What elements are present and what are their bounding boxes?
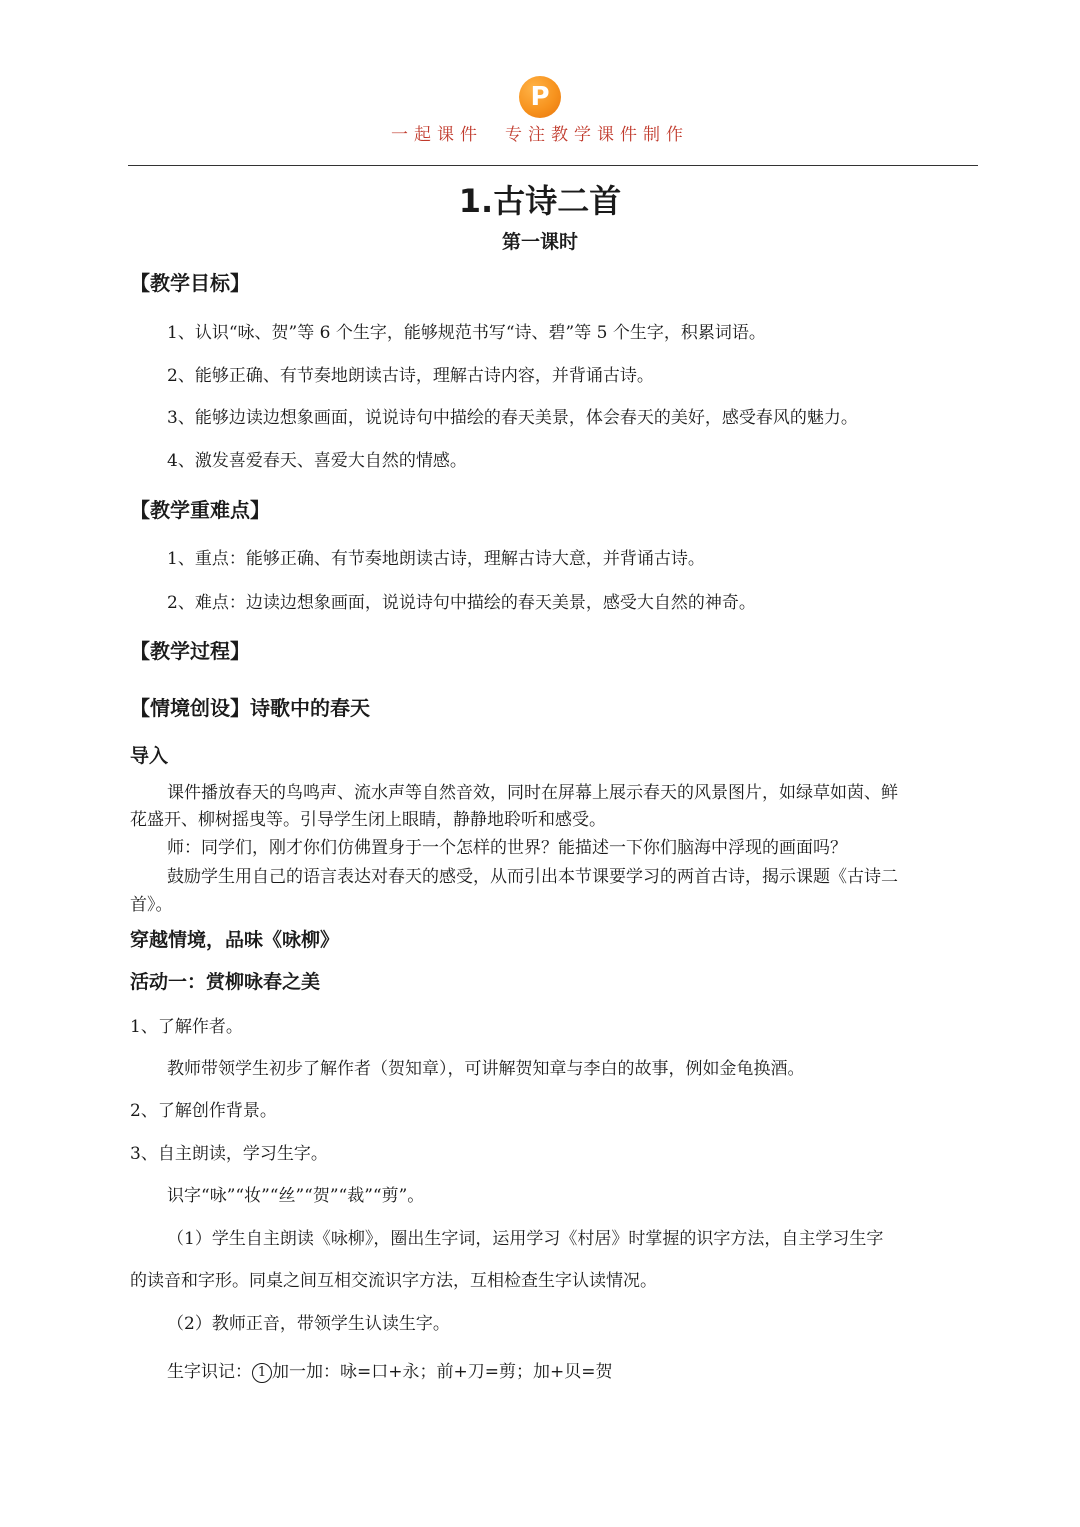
intro-line: 课件播放春天的鸟鸣声、流水声等自然音效，同时在屏幕上展示春天的风景图片，如绿草如茵、鲜 (167, 783, 898, 803)
page-header (0, 76, 1080, 145)
step-item: 2、了解创作背景。 (130, 1101, 277, 1121)
goal-item: 2、能够正确、有节奏地朗读古诗，理解古诗内容，并背诵古诗。 (167, 366, 654, 386)
brand-slogan: 专注教学课件制作 (505, 125, 689, 145)
header-divider (128, 165, 978, 166)
intro-line: 鼓励学生用自己的语言表达对春天的感受，从而引出本节课要学习的两首古诗，揭示课题《古诗二 (167, 867, 898, 887)
key-point-item: 1、重点：能够正确、有节奏地朗读古诗，理解古诗大意，并背诵古诗。 (167, 549, 705, 569)
intro-line: 花盛开、柳树摇曳等。引导学生闭上眼睛，静静地聆听和感受。 (130, 810, 606, 830)
travel-heading: 穿越情境，品味《咏柳》 (130, 929, 340, 951)
goal-item: 1、认识“咏、贺”等 6 个生字，能够规范书写“诗、碧”等 5 个生字，积累词语。 (167, 323, 766, 343)
memo-line (167, 1357, 612, 1383)
scene-heading: 【情境创设】诗歌中的春天 (130, 696, 370, 720)
intro-line: 师：同学们，刚才你们仿佛置身于一个怎样的世界？能描述一下你们脑海中浮现的画面吗？ (167, 838, 847, 858)
goals-heading: 【教学目标】 (130, 271, 250, 295)
step-detail: 教师带领学生初步了解作者（贺知章），可讲解贺知章与李白的故事，例如金龟换酒。 (167, 1059, 805, 1079)
brand-name: 一起课件 (391, 125, 483, 145)
paragraph-line: 的读音和字形。同桌之间互相交流识字方法，互相检查生字认读情况。 (130, 1271, 657, 1291)
new-characters: 识字“咏”“妆”“丝”“贺”“裁”“剪”。 (167, 1186, 425, 1206)
key-point-item: 2、难点：边读边想象画面，说说诗句中描绘的春天美景，感受大自然的神奇。 (167, 593, 756, 613)
logo-icon: P (519, 76, 561, 118)
circled-number: 1 (252, 1363, 272, 1383)
process-heading: 【教学过程】 (130, 639, 250, 663)
intro-line: 首》。 (130, 895, 173, 915)
activity-heading: 活动一：赏柳咏春之美 (130, 971, 321, 993)
step-item: 3、自主朗读，学习生字。 (130, 1144, 328, 1164)
goal-item: 3、能够边读边想象画面，说说诗句中描绘的春天美景，体会春天的美好，感受春风的魅力。 (167, 408, 858, 428)
memo-text: 加一加：咏=口+永；前+刀=剪；加+贝=贺 (272, 1362, 613, 1382)
goal-item: 4、激发喜爱春天、喜爱大自然的情感。 (167, 451, 467, 471)
memo-label: 生字识记： (167, 1362, 252, 1382)
page-title: 1.古诗二首 (458, 182, 622, 220)
intro-heading: 导入 (130, 745, 169, 767)
page-subtitle: 第一课时 (501, 231, 578, 253)
paragraph-line: （2）教师正音，带领学生认读生字。 (167, 1314, 450, 1334)
header-tagline (0, 120, 1080, 145)
key-points-heading: 【教学重难点】 (130, 498, 270, 522)
paragraph-line: （1）学生自主朗读《咏柳》，圈出生字词，运用学习《村居》时掌握的识字方法，自主学习生字 (167, 1229, 884, 1249)
step-item: 1、了解作者。 (130, 1017, 243, 1037)
